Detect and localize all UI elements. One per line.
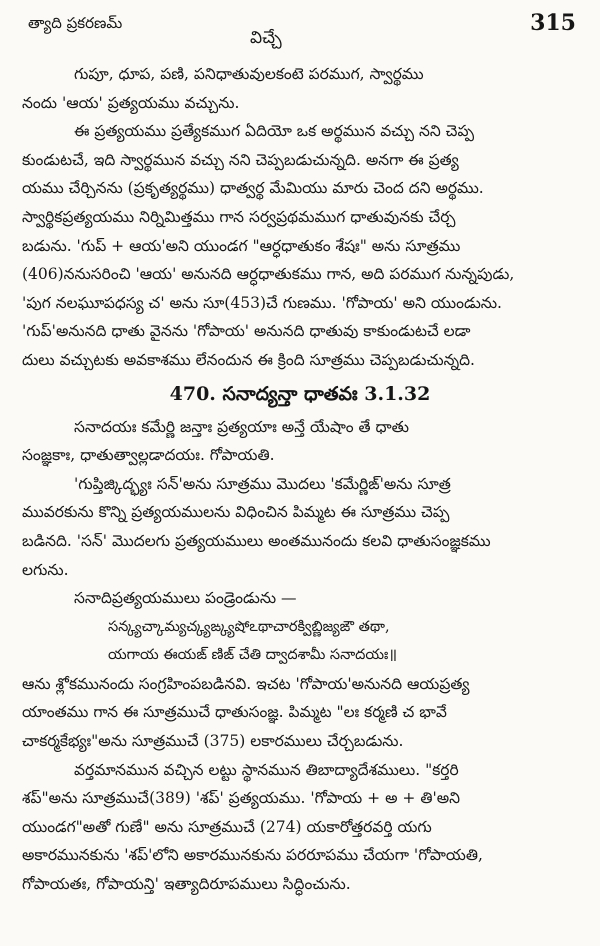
page-header	[22, 10, 578, 60]
text-line: వర్తమానమున వచ్చిన లట్టు స్థానమున తిబాద్యాదేశములు. "కర్తరి	[74, 760, 459, 779]
text-line: యము చేర్చినను (ప్రకృత్యర్థము) ధాత్వర్థ మేమియు మారు చెంద దని అర్థము.	[22, 179, 484, 198]
text-line: సనాదయః కమేర్ణి జన్తాః ప్రత్యయాః అన్తే యేషాం తే ధాతు	[74, 417, 410, 436]
text-line: అకారమునకును 'శప్'లోని అకారమునకును పరరూపము చేయగా 'గోపాయతి,	[22, 846, 483, 865]
paragraph-1	[22, 60, 578, 117]
text-line: (406)ననుసరించి 'ఆయ' అనునది ఆర్ధధాతుకము గాన, అది పరముగ నున్నపుడు,	[22, 265, 515, 284]
text-line: మువరకును కొన్ని ప్రత్యయములను విధించిన పిమ్మట ఈ సూత్రము చెప్ప	[22, 503, 450, 522]
text-line: బడును. 'గుప్ + ఆయ'అని యుండగ "ఆర్ధధాతుకం శేషః" అను సూత్రము	[22, 236, 461, 255]
text-line: కుండుటచే, ఇది స్వార్థమున వచ్చు నని చెప్పబడుచున్నది. అనగా ఈ ప్రత్య	[22, 150, 459, 169]
text-line: యుండగ"అతో గుణే" అను సూత్రముచే (274) యకారోత్తరవర్తి యగు	[22, 817, 432, 836]
running-head: త్యాది ప్రకరణమ్	[28, 14, 123, 32]
text-line: 'గుప్తిజ్కిద్భ్యః సన్'అను సూత్రము మొదలు 'కమేర్ణిఙ్'అను సూత్ర	[74, 474, 451, 493]
text-line: గుపూ, ధూప, పణి, పనిధాతువులకంటె పరముగ, స్వార్థము	[74, 65, 424, 83]
text-line: శప్"అను సూత్రముచే(389) 'శప్' ప్రత్యయము. 'గోపాయ + అ + తి'అని	[22, 789, 460, 808]
paragraph-3	[22, 413, 578, 470]
text-line: ఆను శ్లోకమునందు సంగ్రహింపబడినవి. ఇచట 'గోపాయ'అనునది ఆయప్రత్య	[22, 674, 470, 693]
paragraph-4	[22, 470, 578, 584]
list-intro: సనాదిప్రత్యయములు పండ్రెండును —	[74, 589, 297, 608]
text-line: సంజ్ఞకాః, ధాతుత్వాల్లడాదయః. గోపాయతి.	[22, 446, 275, 465]
text-line: చాకర్మకేభ్యః"అను సూత్రముచే (375) లకారములు చేర్చబడును.	[22, 732, 404, 751]
text-line: ఈ ప్రత్యయము ప్రత్యేకముగ ఏదియో ఒక అర్థమున వచ్చు నని చెప్ప	[74, 122, 475, 141]
section-word: విచ్చే	[250, 28, 282, 48]
verse-line: సన్క్యచ్కామ్యచ్క్యఙ్క్యషోఽథాచారక్విబ్ణిజ్యఙౌ తథా,	[108, 618, 390, 635]
verse-line: యగాయ ఈయఙ్ ణిఙ్ చేతి ద్వాదశామీ సనాదయః॥	[108, 647, 398, 664]
text-line: స్వార్థికప్రత్యయము నిర్నిమిత్తము గాన సర్వప్రథమముగ ధాతువునకు చేర్చ	[22, 207, 456, 226]
paragraph-2	[22, 117, 578, 374]
text-line: నందు 'ఆయ' ప్రత్యయము వచ్చును.	[22, 93, 240, 112]
text-line: బడినది. 'సన్' మొదలగు ప్రత్యయములు అంతమునందు కలవి ధాతుసంజ్ఞకము	[22, 531, 491, 550]
text-line: లగును.	[22, 560, 69, 579]
sutra-heading: 470. సనాద్యన్తా ధాతవః 3.1.32	[169, 382, 431, 405]
page-number: 315	[530, 10, 576, 36]
text-line: యాంతము గాన ఈ సూత్రముచే ధాతుసంజ్ఞ. పిమ్మట "లః కర్మణి చ భావే	[22, 703, 447, 722]
text-line: 'పుగ నలఘూపధస్య చ' అను సూ(453)చే గుణము. 'గోపాయ' అని యుండును.	[22, 293, 502, 312]
text-line: 'గుప్'అనునది ధాతు వైనను 'గోపాయ' అనునది ధాతువు కాకుండుటచే లడా	[22, 322, 471, 341]
paragraph-5	[22, 670, 578, 756]
text-line: గోపాయతః, గోపాయన్తి' ఇత్యాదిరూపములు సిద్ధించును.	[22, 875, 351, 894]
paragraph-6	[22, 756, 578, 899]
text-line: దులు వచ్చుటకు అవకాశము లేనందున ఈ క్రింది సూత్రము చెప్పబడుచున్నది.	[22, 350, 475, 369]
